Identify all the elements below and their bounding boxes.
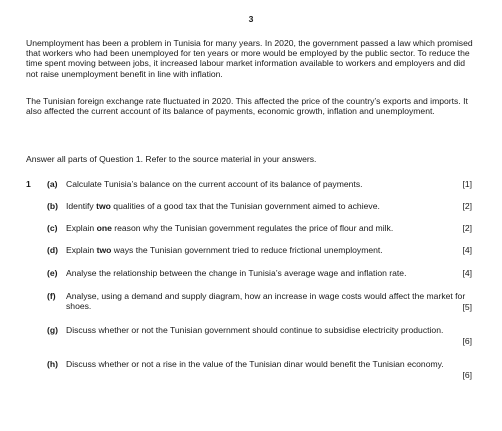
question-letter: (b) (47, 201, 58, 211)
question-letter: (c) (47, 223, 58, 233)
question-marks: [1] (462, 179, 472, 189)
question-text: Discuss whether or not the Tunisian government should continue to subsidise electricity production. (66, 325, 444, 335)
source-paragraph-1: Unemployment has been a problem in Tunisia for many years. In 2020, the government passed a law which promised that workers who had been unemployed for ten years or more would be employed by the public sector. To reduce the time spent moving between jobs, it increased labour market information available to workers and employers and did not raise unemployment benefit in line with inflation. (26, 38, 473, 79)
question-marks: [2] (462, 201, 472, 211)
question-marks: [6] (462, 335, 472, 346)
question-letter: (h) (47, 359, 58, 369)
question-letter: (g) (47, 325, 58, 335)
question-marks: [4] (462, 268, 472, 278)
question-marks: [5] (462, 301, 472, 312)
question-text: Explain two ways the Tunisian government tried to reduce frictional unemployment. (66, 245, 383, 255)
page-number: 3 (248, 14, 254, 24)
question-letter: (f) (47, 291, 56, 301)
question-marks: [4] (462, 245, 472, 255)
question-marks: [6] (462, 369, 472, 380)
question-letter: (a) (47, 179, 58, 189)
question-number: 1 (26, 179, 31, 189)
source-paragraph-2: The Tunisian foreign exchange rate fluctuated in 2020. This affected the price of the country’s exports and imports. It also affected the current account of its balance of payments, economic growth, inflation and unemployment. (26, 96, 468, 117)
question-text: Identify two qualities of a good tax that the Tunisian government aimed to achieve. (66, 201, 380, 211)
question-letter: (d) (47, 245, 58, 255)
question-text: Analyse, using a demand and supply diagram, how an increase in wage costs would affect the market for shoes. (66, 291, 466, 312)
question-text: Discuss whether or not a rise in the value of the Tunisian dinar would benefit the Tunisian economy. (66, 359, 444, 369)
question-letter: (e) (47, 268, 58, 278)
question-marks: [2] (462, 223, 472, 233)
instruction-text: Answer all parts of Question 1. Refer to the source material in your answers. (26, 154, 317, 164)
question-text: Calculate Tunisia’s balance on the current account of its balance of payments. (66, 179, 363, 189)
question-text: Explain one reason why the Tunisian government regulates the price of flour and milk. (66, 223, 394, 233)
question-text: Analyse the relationship between the change in Tunisia’s average wage and inflation rate. (66, 268, 407, 278)
